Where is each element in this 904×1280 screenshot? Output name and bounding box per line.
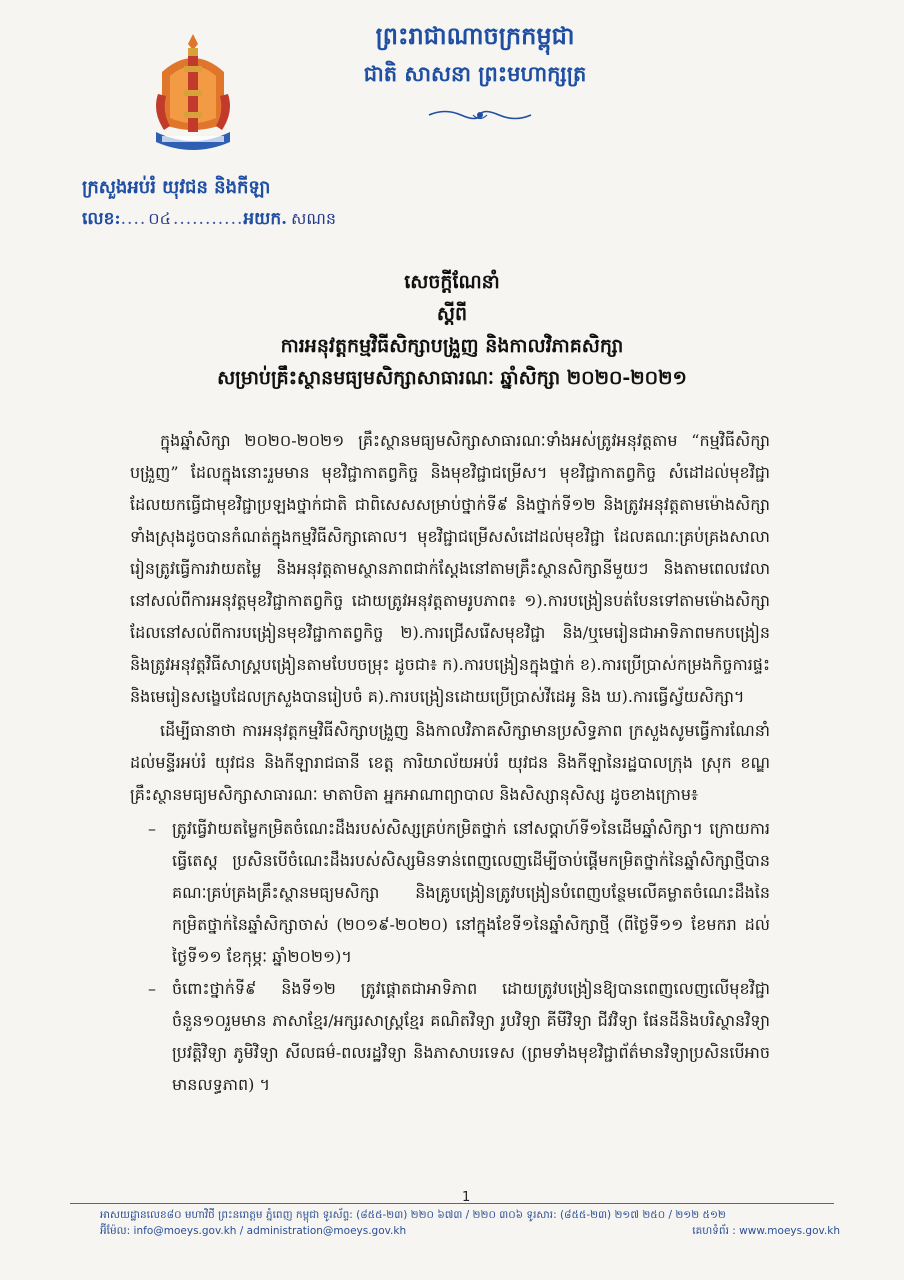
- ref-dots: ....: [120, 209, 147, 229]
- footer-email[interactable]: info@moeys.gov.kh / administration@moeys.gov.kh: [133, 1225, 407, 1237]
- page-number: 1: [462, 1190, 471, 1205]
- ref-code: សណន: [291, 209, 336, 228]
- paragraph-1: ក្នុងឆ្នាំសិក្សា ២០២០-២០២១ គ្រឹះស្ថានមធ្យមសិក្សាសាធារណៈទាំងអស់ត្រូវអនុវត្តតាម “កម្មវិធីសិក្សាបង្រួញ” ដែលក្នុងនោះរួមមាន មុខវិជ្ជាកាតព្វកិច្ច និងមុខវិជ្ជាជម្រើស។ មុខវិជ្ជាកាតព្វកិច្ច សំដៅដល់មុខវិជ្ជា ដែលយកធ្វើជាមុខវិជ្ជាប្រឡងថ្នាក់ជាតិ ជាពិសេសសម្រាប់ថ្នាក់ទី៩ និងថ្នាក់ទី១២ និងត្រូវអនុវត្តតាមម៉ោងសិក្សាទាំងស្រុងដូចបានកំណត់ក្នុងកម្មវិធីសិក្សាគោល។ មុខវិជ្ជាជម្រើសសំដៅដល់មុខវិជ្ជា ដែលគណៈគ្រប់គ្រងសាលារៀនត្រូវធ្វើការវាយតម្លៃ និងអនុវត្តតាមស្ថានភាពជាក់ស្តែងនៅតាមគ្រឹះស្ថានសិក្សានីមួយៗ និងតាមពេលវេលានៅសល់ពីការអនុវត្តមុខវិជ្ជាកាតព្វកិច្ច ដោយត្រូវអនុវត្តតាមរូបភាព៖ ១).ការបង្រៀនបត់បែនទៅតាមម៉ោងសិក្សាដែលនៅសល់ពីការបង្រៀនមុខវិជ្ជាកាតព្វកិច្ច ២).ការជ្រើសរើសមុខវិជ្ជា និង/ឬមេរៀនជាអាទិភាពមកបង្រៀន និងត្រូវអនុវត្តវិធីសាស្ត្របង្រៀនតាមបែបចម្រុះ ដូចជា៖ ក).ការបង្រៀនក្នុងថ្នាក់ ខ).ការប្រើប្រាស់កម្រងកិច្ចការផ្ទះនិងមេរៀនសង្ខេបដែលក្រសួងបានរៀបចំ គ).ការបង្រៀនដោយប្រើប្រាស់វីដេអូ និង ឃ).ការធ្វើស្វ័យសិក្សា។: [130, 431, 770, 706]
- bullet-mark: –: [148, 979, 156, 998]
- title-line-1: សេចក្តីណែនាំ: [404, 271, 500, 293]
- kingdom-header: [355, 18, 595, 90]
- title-line-3: ការអនុវត្តកម្មវិធីសិក្សាបង្រួញ និងកាលវិភាគសិក្សា: [280, 335, 624, 357]
- bullet-text: ត្រូវធ្វើវាយតម្លៃកម្រិតចំណេះដឹងរបស់សិស្សគ្រប់កម្រិតថ្នាក់ នៅសប្តាហ៍ទី១នៃដើមឆ្នាំសិក្សា។ ក្រោយការធ្វើតេស្ត ប្រសិនបើចំណេះដឹងរបស់សិស្សមិនទាន់ពេញលេញដើម្បីចាប់ផ្តើមកម្រិតថ្នាក់នៃឆ្នាំសិក្សាថ្មីបាន គណៈគ្រប់គ្រងគ្រឹះស្ថានមធ្យមសិក្សា និងគ្រូបង្រៀនត្រូវបង្រៀនបំពេញបន្ថែមលើគម្លាតចំណេះដឹងនៃកម្រិតថ្នាក់នៃឆ្នាំសិក្សាចាស់ (២០១៩-២០២០) នៅក្នុងខែទី១នៃឆ្នាំសិក្សាថ្មី (ពីថ្ងៃទី១១ ខែមករា ដល់ ថ្ងៃទី១១ ខែកុម្ភៈ ឆ្នាំ២០២១)។: [172, 819, 770, 966]
- footer-address: អាសយដ្ឋានលេខ៨០ មហាវិថី ព្រះនរោត្តម ភ្នំពេញ កម្ពុជា ទូរស័ព្ទ: (៨៥៥-២៣) ២២០ ៦៧៣ / ២២០ ៣០៦ ទូរសារ: (៨៥៥-២៣) ២១៧ ២៥០ / ២១២ ៥១២: [100, 1209, 726, 1221]
- footer-website-link[interactable]: www.moeys.gov.kh: [739, 1225, 840, 1237]
- paragraph-2: ដើម្បីធានាថា ការអនុវត្តកម្មវិធីសិក្សាបង្រួញ និងកាលវិភាគសិក្សាមានប្រសិទ្ធភាព ក្រសួងសូមធ្វើការណែនាំដល់មន្ទីរអប់រំ យុវជន និងកីឡារាជធានី ខេត្ត ការិយាល័យអប់រំ យុវជន និងកីឡានៃរដ្ឋបាលក្រុង ស្រុក ខណ្ឌ គ្រឹះស្ថានមធ្យមសិក្សាសាធារណៈ មាតាបិតា អ្នកអាណាព្យាបាល និងសិស្សានុសិស្ស ដូចខាងក្រោម៖: [130, 721, 770, 804]
- bullet-mark: –: [148, 819, 156, 838]
- list-item: [148, 813, 770, 973]
- document-body: [130, 425, 770, 1101]
- ref-label: លេខ:: [82, 209, 121, 229]
- ref-dots-trailing: ...........: [172, 209, 244, 229]
- title-line-4: សម្រាប់គ្រឹះស្ថានមធ្យមសិក្សាសាធារណៈ ឆ្នាំសិក្សា ២០២០-២០២១: [217, 367, 687, 389]
- kingdom-title: ព្រះរាជាណាចក្រកម្ពុជា: [375, 21, 575, 50]
- ornament-divider-icon: [425, 106, 535, 124]
- ministry-name: ក្រសួងអប់រំ យុវជន និងកីឡា: [82, 177, 271, 198]
- footer-email-label: អ៊ីម៉ែល:: [100, 1225, 131, 1237]
- bullet-text: ចំពោះថ្នាក់ទី៩ និងទី១២ ត្រូវផ្តោតជាអាទិភាព ដោយត្រូវបង្រៀនឱ្យបានពេញលេញលើមុខវិជ្ជាចំនួន១០រួមមាន ភាសាខ្មែរ/អក្សរសាស្ត្រខ្មែរ គណិតវិទ្យា រូបវិទ្យា គីមីវិទ្យា ជីវវិទ្យា ផែនដីនិងបរិស្ថានវិទ្យា ប្រវត្តិវិទ្យា ភូមិវិទ្យា សីលធម៌-ពលរដ្ឋវិទ្យា និងភាសាបរទេស (ព្រមទាំងមុខវិជ្ជាព័ត៌មានវិទ្យាប្រសិនបើអាចមានលទ្ធភាព) ។: [172, 979, 770, 1094]
- reference-number: [82, 206, 338, 232]
- ref-suffix: អយក.: [243, 209, 288, 229]
- document-title: [100, 266, 804, 394]
- footer-web-label: គេហទំព័រ :: [692, 1225, 736, 1237]
- national-motto: ជាតិ សាសនា ព្រះមហាក្សត្រ: [363, 61, 587, 86]
- list-item: [148, 973, 770, 1101]
- title-line-2: ស្តីពី: [436, 303, 468, 325]
- footer-divider: [70, 1203, 834, 1204]
- ref-number-handwritten: ០៤: [148, 209, 171, 228]
- page-footer: [100, 1207, 840, 1239]
- ministry-emblem-icon: [150, 32, 236, 160]
